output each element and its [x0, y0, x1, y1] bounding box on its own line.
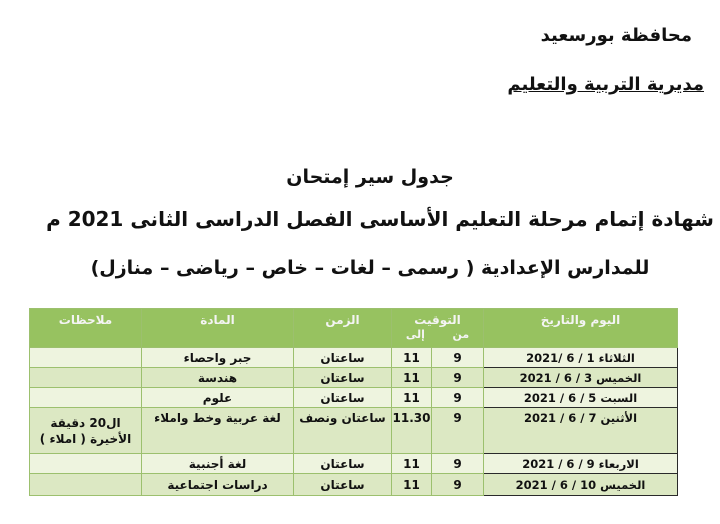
to-cell: 11: [392, 348, 432, 368]
to-cell: 11: [392, 454, 432, 474]
day-date-cell: السبت 5 / 6 / 2021: [484, 388, 678, 408]
duration-cell: ساعتان: [294, 348, 392, 368]
table-row: [30, 408, 678, 454]
table-row: [30, 454, 678, 474]
header-timing: [392, 309, 484, 348]
duration-cell: ساعتان ونصف: [294, 408, 392, 454]
header-timing-label: التوقيت: [414, 313, 461, 327]
duration-cell: ساعتان: [294, 388, 392, 408]
header-duration: الزمن: [294, 309, 392, 348]
to-cell: 11: [392, 474, 432, 496]
directorate-name: مديرية التربية والتعليم: [507, 74, 704, 95]
header-notes: ملاحظات: [30, 309, 142, 348]
duration-cell: ساعتان: [294, 454, 392, 474]
subject-cell: علوم: [142, 388, 294, 408]
subject-cell: دراسات اجتماعية: [142, 474, 294, 496]
notes-cell: [30, 368, 142, 388]
to-cell: 11: [392, 388, 432, 408]
day-date-cell: الأثنين 7 / 6 / 2021: [484, 408, 678, 454]
table-row: [30, 368, 678, 388]
duration-cell: ساعتان: [294, 368, 392, 388]
from-cell: 9: [432, 408, 484, 454]
day-date-cell: الثلاثاء 1 / 6 /2021: [484, 348, 678, 368]
governorate-name: محافظة بورسعيد: [540, 25, 692, 46]
from-cell: 9: [432, 474, 484, 496]
from-cell: 9: [432, 454, 484, 474]
schools-subtitle: للمدارس الإعدادية ( رسمى – لغات – خاص – رياضى – منازل): [90, 257, 650, 279]
table-header-row: [30, 309, 678, 348]
subject-cell: هندسة: [142, 368, 294, 388]
notes-cell: [30, 474, 142, 496]
day-date-cell: الاربعاء 9 / 6 / 2021: [484, 454, 678, 474]
certificate-title: شهادة إتمام مرحلة التعليم الأساسى الفصل الدراسى الثانى 2021 م: [46, 207, 714, 231]
schedule-title: جدول سير إمتحان: [286, 166, 454, 188]
notes-cell: [30, 454, 142, 474]
notes-cell: [30, 348, 142, 368]
day-date-cell: الخميس 10 / 6 / 2021: [484, 474, 678, 496]
table-row: [30, 348, 678, 368]
table-row: [30, 474, 678, 496]
from-cell: 9: [432, 368, 484, 388]
notes-cell: ال20 دقيقة الأخيرة ( املاء ): [30, 408, 142, 454]
subject-cell: جبر واحصاء: [142, 348, 294, 368]
duration-cell: ساعتان: [294, 474, 392, 496]
header-to: إلى: [405, 328, 425, 341]
table-row: [30, 388, 678, 408]
subject-cell: لغة عربية وخط واملاء: [142, 408, 294, 454]
from-cell: 9: [432, 388, 484, 408]
exam-schedule-table: [29, 308, 678, 496]
header-from: من: [452, 328, 470, 341]
header-subject: المادة: [142, 309, 294, 348]
header-day-date: اليوم والتاريخ: [484, 309, 678, 348]
subject-cell: لغة أجنبية: [142, 454, 294, 474]
notes-cell: [30, 388, 142, 408]
from-cell: 9: [432, 348, 484, 368]
to-cell: 11.30: [392, 408, 432, 454]
day-date-cell: الخميس 3 / 6 / 2021: [484, 368, 678, 388]
to-cell: 11: [392, 368, 432, 388]
